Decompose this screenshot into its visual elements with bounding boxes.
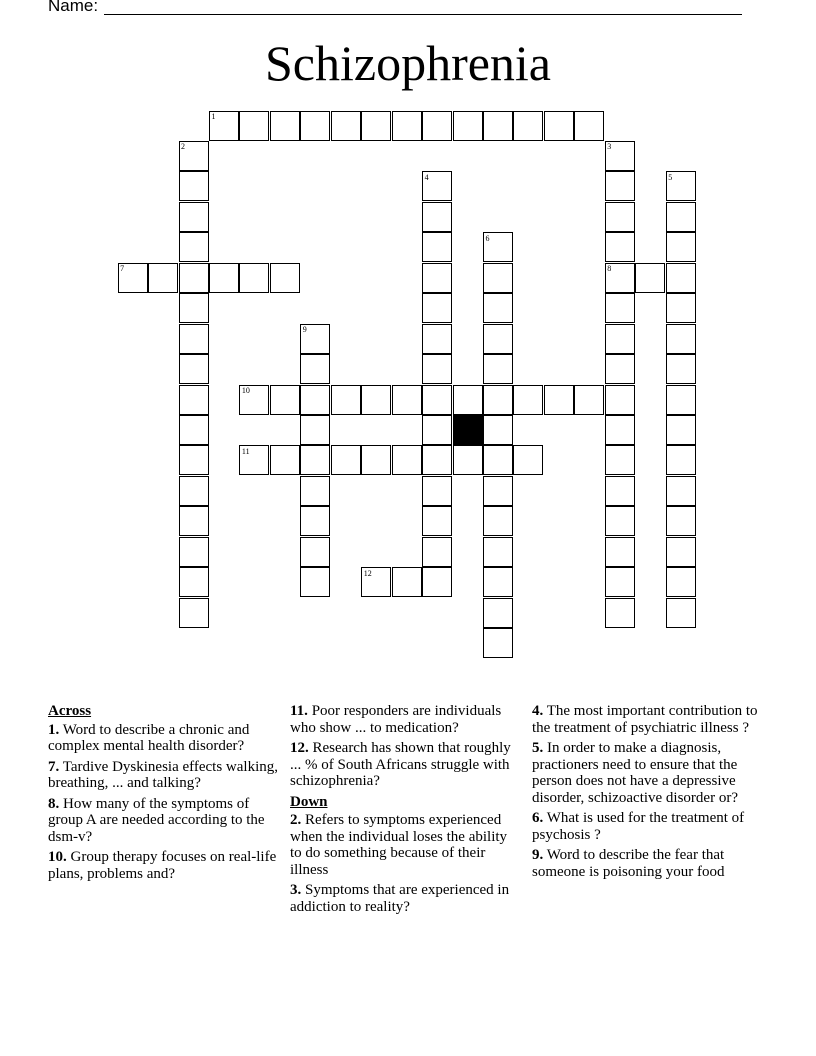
grid-cell[interactable]: [574, 111, 604, 141]
grid-cell[interactable]: [179, 537, 209, 567]
page-title: Schizophrenia: [264, 35, 551, 91]
grid-cell[interactable]: [300, 354, 330, 384]
clue-down-3: [290, 882, 520, 915]
clue-number-label: 8: [607, 264, 612, 274]
grid-cell[interactable]: [605, 567, 635, 597]
clue-number-label: 9: [302, 325, 307, 335]
grid-cell[interactable]: [483, 324, 513, 354]
grid-cell[interactable]: [666, 232, 696, 262]
clue-number-label: 1: [211, 112, 216, 121]
clue-across-11: [290, 703, 520, 736]
grid-cell[interactable]: [483, 354, 513, 384]
grid-cell[interactable]: [422, 567, 452, 597]
clue-number: 11.: [290, 703, 308, 719]
clue-text: Tardive Dyskinesia effects walking, breathing, ... and talking?: [48, 758, 279, 791]
grid-cell[interactable]: [605, 506, 635, 536]
grid-cell[interactable]: [483, 111, 513, 141]
grid-cell[interactable]: [483, 506, 513, 536]
grid-cell[interactable]: [392, 385, 422, 415]
grid-cell[interactable]: [453, 111, 483, 141]
clue-number-label: 4: [424, 172, 429, 182]
grid-cell[interactable]: [300, 537, 330, 567]
grid-cell[interactable]: [666, 324, 696, 354]
grid-cell[interactable]: [331, 385, 361, 415]
clue-text: How many of the symptoms of group A are needed according to the dsm-v?: [48, 795, 265, 845]
clue-down-6: [532, 810, 762, 843]
grid-cell[interactable]: [422, 263, 452, 293]
grid-cell[interactable]: [179, 354, 209, 384]
clue-across-10: [48, 849, 278, 882]
grid-cell[interactable]: [300, 415, 330, 445]
clue-number: 3.: [290, 882, 302, 898]
clue-number: 4.: [532, 703, 544, 719]
grid-cell[interactable]: [605, 354, 635, 384]
grid-cell[interactable]: [179, 232, 209, 262]
clue-number: 12.: [290, 740, 309, 756]
clue-text: Poor responders are individuals who show ... to medication?: [290, 703, 502, 736]
grid-cell[interactable]: [483, 476, 513, 506]
grid-cell[interactable]: [666, 598, 696, 628]
clue-text: Word to describe the fear that someone is poisoning your food: [532, 847, 725, 880]
grid-cell[interactable]: [179, 415, 209, 445]
grid-cell[interactable]: [605, 598, 635, 628]
clue-number-label: 5: [668, 172, 673, 182]
grid-cell[interactable]: [483, 598, 513, 628]
grid-cell[interactable]: [605, 445, 635, 475]
clue-number: 7.: [48, 758, 60, 775]
clue-down-4: [532, 703, 762, 736]
grid-cell[interactable]: [513, 385, 543, 415]
grid-cell[interactable]: [179, 171, 209, 201]
grid-cell[interactable]: [605, 171, 635, 201]
clue-number-label: 2: [181, 142, 185, 152]
grid-cell[interactable]: [513, 445, 543, 475]
grid-cell[interactable]: [666, 415, 696, 445]
grid-cell[interactable]: [544, 111, 574, 141]
grid-cell[interactable]: [392, 445, 422, 475]
clue-number-label: 12: [363, 568, 372, 578]
grid-cell[interactable]: [179, 445, 209, 475]
grid-cell[interactable]: [666, 354, 696, 384]
grid-cell[interactable]: [331, 111, 361, 141]
across-heading: Across: [48, 703, 92, 719]
clue-across-8: [48, 796, 278, 846]
grid-cell[interactable]: [179, 598, 209, 628]
grid-cell[interactable]: [300, 476, 330, 506]
grid-cell[interactable]: [422, 232, 452, 262]
grid-cell[interactable]: [483, 293, 513, 323]
clue-number-label: 6: [485, 233, 490, 243]
clue-across-1: [48, 722, 278, 755]
clues-column-2: [290, 703, 520, 919]
grid-cell[interactable]: [179, 263, 209, 293]
grid-cell[interactable]: [483, 537, 513, 567]
clue-number: 9.: [532, 847, 544, 863]
grid-cell[interactable]: [422, 476, 452, 506]
grid-cell[interactable]: [179, 385, 209, 415]
clue-number-label: 7: [120, 264, 125, 274]
grid-cell[interactable]: [605, 232, 635, 262]
grid-cell[interactable]: [270, 111, 300, 141]
grid-cell[interactable]: [179, 476, 209, 506]
grid-cell[interactable]: [635, 263, 665, 293]
grid-cell[interactable]: [483, 628, 513, 658]
grid-cell[interactable]: [666, 537, 696, 567]
grid-cell[interactable]: [666, 567, 696, 597]
clue-number: 2.: [290, 812, 302, 828]
clue-text: Research has shown that roughly ... % of South Africans struggle with schizophrenia?: [290, 740, 511, 789]
clue-down-2: [290, 812, 520, 878]
clue-number: 8.: [48, 795, 60, 812]
grid-cell[interactable]: [422, 385, 452, 415]
down-heading: Down: [290, 793, 328, 810]
grid-cell[interactable]: [270, 263, 300, 293]
grid-cell[interactable]: [422, 506, 452, 536]
grid-cell[interactable]: [179, 293, 209, 323]
grid-cell[interactable]: [300, 506, 330, 536]
clue-text: Group therapy focuses on real-life plans, problems and?: [48, 849, 277, 882]
clue-across-12: [290, 740, 520, 790]
grid-cell[interactable]: [605, 385, 635, 415]
grid-cell[interactable]: [666, 476, 696, 506]
grid-cell[interactable]: [270, 445, 300, 475]
clues-column-3: [532, 703, 762, 884]
grid-cell[interactable]: [483, 263, 513, 293]
grid-cell[interactable]: [666, 506, 696, 536]
grid-cell[interactable]: [605, 202, 635, 232]
grid-cell[interactable]: [300, 445, 330, 475]
clue-text: Word to describe a chronic and complex mental health disorder?: [48, 721, 250, 754]
clue-down-9: [532, 847, 762, 880]
clue-number-label: 3: [607, 142, 612, 152]
clue-text: Refers to symptoms experienced when the individual loses the ability to do something because of their illness: [290, 812, 508, 878]
clue-number: 10.: [48, 849, 67, 865]
grid-cell[interactable]: [422, 293, 452, 323]
grid-cell[interactable]: [453, 385, 483, 415]
grid-cell[interactable]: [483, 445, 513, 475]
grid-cell[interactable]: [544, 385, 574, 415]
grid-cell[interactable]: [422, 354, 452, 384]
grid-cell[interactable]: [666, 293, 696, 323]
grid-cell[interactable]: [422, 111, 452, 141]
clue-number: 6.: [532, 810, 544, 826]
clue-text: The most important contribution to the treatment of psychiatric illness ?: [532, 703, 758, 736]
grid-cell[interactable]: [605, 537, 635, 567]
grid-cell[interactable]: [239, 263, 269, 293]
grid-cell[interactable]: [605, 324, 635, 354]
clue-number-label: 10: [241, 386, 250, 396]
grid-cell[interactable]: [483, 415, 513, 445]
clue-number: 1.: [48, 721, 60, 738]
clue-text: In order to make a diagnosis, practioners need to ensure that the person does not have a depressive disorder, schizoactive disorder or?: [532, 740, 738, 806]
grid-cell[interactable]: [666, 263, 696, 293]
grid-cell[interactable]: [209, 263, 239, 293]
grid-cell[interactable]: [300, 385, 330, 415]
grid-cell[interactable]: [300, 567, 330, 597]
grid-cell[interactable]: [300, 111, 330, 141]
grid-cell[interactable]: [392, 567, 422, 597]
grid-cell[interactable]: [605, 293, 635, 323]
grid-cell[interactable]: [148, 263, 178, 293]
grid-cell-blocked: [453, 415, 483, 445]
grid-cell[interactable]: [422, 537, 452, 567]
grid-cell[interactable]: [361, 385, 391, 415]
grid-cell[interactable]: [179, 202, 209, 232]
grid-cell[interactable]: [179, 324, 209, 354]
grid-cell[interactable]: [270, 385, 300, 415]
grid-cell[interactable]: [666, 385, 696, 415]
grid-cell[interactable]: [392, 111, 422, 141]
grid-cell[interactable]: [605, 415, 635, 445]
grid-cell[interactable]: [483, 385, 513, 415]
grid-cell[interactable]: [666, 445, 696, 475]
clue-number-label: 11: [241, 446, 250, 456]
grid-cell[interactable]: [483, 567, 513, 597]
clue-down-5: [532, 740, 762, 806]
clue-across-7: [48, 759, 278, 792]
grid-cell[interactable]: [179, 567, 209, 597]
grid-cell[interactable]: [239, 111, 269, 141]
grid-cell[interactable]: [331, 445, 361, 475]
grid-cell[interactable]: [422, 445, 452, 475]
clues-column-1: [48, 703, 278, 886]
grid-cell[interactable]: [361, 111, 391, 141]
grid-cell[interactable]: [666, 202, 696, 232]
clue-text: What is used for the treatment of psychosis ?: [532, 810, 745, 843]
grid-cell[interactable]: [422, 415, 452, 445]
clue-number: 5.: [532, 740, 544, 756]
grid-cell[interactable]: [605, 476, 635, 506]
grid-cell[interactable]: [422, 202, 452, 232]
name-label: Name:: [48, 0, 99, 15]
grid-cell[interactable]: [361, 445, 391, 475]
clue-text: Symptoms that are experienced in addiction to reality?: [290, 882, 510, 915]
grid-cell[interactable]: [513, 111, 543, 141]
grid-cell[interactable]: [179, 506, 209, 536]
grid-cell[interactable]: [422, 324, 452, 354]
grid-cell[interactable]: [574, 385, 604, 415]
grid-cell[interactable]: [453, 445, 483, 475]
